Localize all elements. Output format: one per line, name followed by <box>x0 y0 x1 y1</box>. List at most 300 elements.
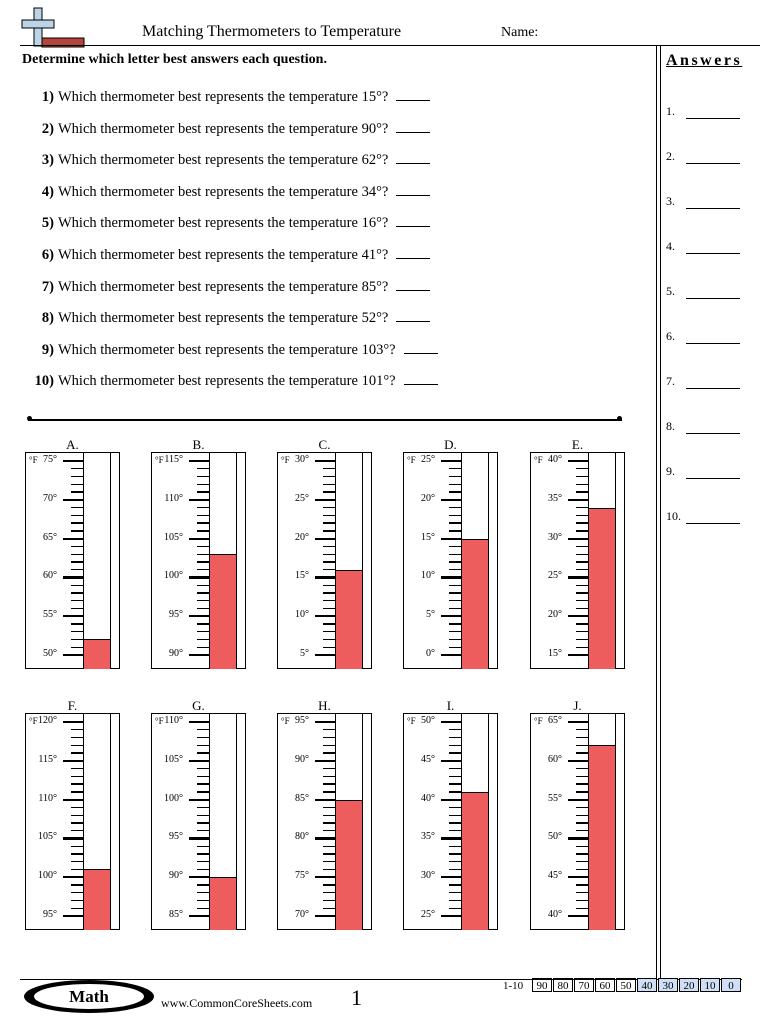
minor-tick <box>576 729 588 730</box>
minor-tick <box>197 884 209 885</box>
minor-tick <box>576 554 588 555</box>
major-tick <box>568 837 588 839</box>
question-text: Which thermometer best represents the temperature 62°? <box>58 152 389 169</box>
tick-label: 90° <box>169 870 183 882</box>
minor-tick <box>71 791 83 792</box>
minor-tick <box>576 783 588 784</box>
minor-tick <box>576 846 588 847</box>
minor-tick <box>71 776 83 777</box>
tick-label: 10° <box>295 609 309 621</box>
minor-tick <box>197 869 209 870</box>
thermometer-tube <box>588 452 616 669</box>
unit-label: °F <box>407 455 416 465</box>
tick-label: 110° <box>164 715 183 726</box>
thermometer-mercury <box>84 639 110 669</box>
major-tick <box>441 654 461 656</box>
minor-tick <box>576 491 588 492</box>
minor-tick <box>323 822 335 823</box>
minor-tick <box>449 585 461 586</box>
minor-tick <box>197 822 209 823</box>
tick-label: 15° <box>548 648 562 659</box>
major-tick <box>568 876 588 878</box>
major-tick <box>441 799 461 801</box>
tick-label: 65° <box>548 715 562 726</box>
minor-tick <box>449 522 461 523</box>
tick-label: 105° <box>164 531 183 543</box>
minor-tick <box>323 600 335 601</box>
thermometer <box>277 437 372 669</box>
answer-line[interactable] <box>686 253 740 254</box>
tick-label: 90° <box>295 753 309 765</box>
minor-tick <box>449 776 461 777</box>
minor-tick <box>197 530 209 531</box>
question-item <box>30 341 438 359</box>
minor-tick <box>576 861 588 862</box>
thermometer-tube <box>209 713 237 930</box>
thermometer-mercury <box>462 792 488 930</box>
major-tick <box>189 615 209 617</box>
question-text: Which thermometer best represents the temperature 90°? <box>58 120 389 137</box>
unit-label: °F <box>534 455 543 465</box>
minor-tick <box>576 484 588 485</box>
tick-label: 100° <box>38 870 57 882</box>
tick-label: 95° <box>43 909 57 920</box>
tick-label: 100° <box>164 792 183 804</box>
question-answer-blank[interactable] <box>396 214 430 227</box>
minor-tick <box>71 783 83 784</box>
major-tick <box>441 721 461 723</box>
major-tick <box>189 721 209 723</box>
minor-tick <box>71 752 83 753</box>
answer-item <box>666 329 746 344</box>
minor-tick <box>449 853 461 854</box>
divider-endpoint <box>617 416 622 421</box>
minor-tick <box>323 908 335 909</box>
unit-label: °F <box>534 716 543 726</box>
thermometer-mercury <box>462 539 488 669</box>
minor-tick <box>449 768 461 769</box>
minor-tick <box>449 468 461 469</box>
minor-tick <box>197 522 209 523</box>
tick-label: 25° <box>421 909 435 920</box>
tick-label: 25° <box>421 454 435 465</box>
page-title: Matching Thermometers to Temperature <box>142 23 402 40</box>
major-tick <box>189 799 209 801</box>
minor-tick <box>576 822 588 823</box>
major-tick <box>315 837 335 839</box>
tick-label: 105° <box>164 753 183 765</box>
minor-tick <box>576 569 588 570</box>
question-text: Which thermometer best represents the temperature 34°? <box>58 183 389 200</box>
minor-tick <box>449 900 461 901</box>
thermometer <box>151 437 246 669</box>
divider-endpoint <box>27 416 32 421</box>
major-tick <box>315 721 335 723</box>
question-item <box>30 120 430 138</box>
minor-tick <box>576 592 588 593</box>
thermometer <box>25 437 120 669</box>
answer-number: 5. <box>666 284 675 298</box>
minor-tick <box>197 830 209 831</box>
question-text: Which thermometer best represents the temperature 85°? <box>58 278 389 295</box>
minor-tick <box>71 554 83 555</box>
answers-title: Answers <box>666 52 743 69</box>
major-tick <box>189 654 209 656</box>
minor-tick <box>576 853 588 854</box>
minor-tick <box>449 546 461 547</box>
minor-tick <box>323 752 335 753</box>
major-tick <box>63 915 83 917</box>
question-answer-blank[interactable] <box>404 341 438 354</box>
minor-tick <box>323 861 335 862</box>
minor-tick <box>576 752 588 753</box>
minor-tick <box>449 869 461 870</box>
unit-label: °F <box>407 716 416 726</box>
answer-number: 9. <box>666 464 675 478</box>
unit-label: °F <box>29 455 38 465</box>
minor-tick <box>323 491 335 492</box>
major-tick <box>568 538 588 540</box>
major-tick <box>441 615 461 617</box>
minor-tick <box>323 768 335 769</box>
major-tick <box>63 721 83 723</box>
minor-tick <box>71 507 83 508</box>
minor-tick <box>449 729 461 730</box>
thermometer-label: E. <box>571 437 584 452</box>
minor-tick <box>197 853 209 854</box>
tick-label: 75° <box>43 454 57 465</box>
question-number: 5) <box>41 215 54 232</box>
minor-tick <box>197 608 209 609</box>
minor-tick <box>449 515 461 516</box>
tick-label: 65° <box>43 531 57 543</box>
thermometer-label: G. <box>192 698 205 713</box>
minor-tick <box>197 783 209 784</box>
major-tick <box>189 460 209 462</box>
thermometer-mercury <box>336 800 362 930</box>
answer-item <box>666 239 746 254</box>
minor-tick <box>323 569 335 570</box>
question-answer-blank[interactable] <box>396 278 430 291</box>
minor-tick <box>197 515 209 516</box>
minor-tick <box>197 791 209 792</box>
tick-label: 50° <box>43 648 57 659</box>
minor-tick <box>449 884 461 885</box>
minor-tick <box>449 647 461 648</box>
minor-tick <box>197 647 209 648</box>
answer-line[interactable] <box>686 163 740 164</box>
answer-number: 3. <box>666 194 675 208</box>
answer-number: 8. <box>666 419 675 433</box>
minor-tick <box>197 737 209 738</box>
unit-label: °F <box>29 716 38 726</box>
answer-number: 6. <box>666 329 675 343</box>
score-cell: 80 <box>553 978 573 992</box>
minor-tick <box>71 900 83 901</box>
minor-tick <box>197 561 209 562</box>
minor-tick <box>323 647 335 648</box>
answer-item <box>666 149 746 164</box>
major-tick <box>63 460 83 462</box>
question-number: 8) <box>41 310 54 327</box>
minor-tick <box>323 830 335 831</box>
minor-tick <box>197 585 209 586</box>
tick-label: 0° <box>426 648 435 659</box>
tick-label: 70° <box>43 492 57 504</box>
minor-tick <box>71 546 83 547</box>
footer-url[interactable]: www.CommonCoreSheets.com <box>161 996 313 1010</box>
minor-tick <box>197 569 209 570</box>
minor-tick <box>71 745 83 746</box>
question-number: 7) <box>41 278 54 295</box>
minor-tick <box>323 745 335 746</box>
minor-tick <box>197 639 209 640</box>
minor-tick <box>197 546 209 547</box>
minor-tick <box>197 768 209 769</box>
score-cell: 40 <box>637 978 657 992</box>
minor-tick <box>576 585 588 586</box>
answer-number: 4. <box>666 239 675 253</box>
minor-tick <box>323 807 335 808</box>
thermometer-label: J. <box>573 698 582 713</box>
minor-tick <box>576 869 588 870</box>
minor-tick <box>71 639 83 640</box>
major-tick <box>568 654 588 656</box>
minor-tick <box>71 815 83 816</box>
minor-tick <box>323 522 335 523</box>
minor-tick <box>197 468 209 469</box>
minor-tick <box>576 561 588 562</box>
minor-tick <box>576 737 588 738</box>
thermometer-label: H. <box>318 698 331 713</box>
major-tick <box>568 460 588 462</box>
minor-tick <box>71 623 83 624</box>
answer-line[interactable] <box>686 523 740 524</box>
minor-tick <box>71 631 83 632</box>
thermometer-tube <box>83 452 111 669</box>
minor-tick <box>576 600 588 601</box>
minor-tick <box>197 623 209 624</box>
thermometer-tube <box>461 713 489 930</box>
unit-label: °F <box>281 716 290 726</box>
minor-tick <box>71 600 83 601</box>
thermometer-tube <box>588 713 616 930</box>
minor-tick <box>71 768 83 769</box>
minor-tick <box>323 554 335 555</box>
minor-tick <box>449 861 461 862</box>
tick-label: 30° <box>295 454 309 465</box>
question-number: 1) <box>41 89 54 105</box>
answer-line[interactable] <box>686 298 740 299</box>
minor-tick <box>71 861 83 862</box>
minor-tick <box>576 647 588 648</box>
tick-label: 20° <box>548 609 562 621</box>
tick-label: 25° <box>548 570 562 582</box>
major-tick <box>189 760 209 762</box>
minor-tick <box>71 522 83 523</box>
minor-tick <box>197 892 209 893</box>
major-tick <box>568 576 588 578</box>
major-tick <box>63 576 83 578</box>
minor-tick <box>323 515 335 516</box>
answer-line[interactable] <box>686 208 740 209</box>
question-answer-blank[interactable] <box>396 183 430 196</box>
minor-tick <box>71 869 83 870</box>
tick-label: 5° <box>300 648 309 659</box>
minor-tick <box>449 830 461 831</box>
tick-label: 75° <box>295 870 309 882</box>
minor-tick <box>323 776 335 777</box>
minor-tick <box>197 908 209 909</box>
minor-tick <box>449 530 461 531</box>
answer-number: 2. <box>666 149 675 163</box>
tick-label: 105° <box>38 831 57 843</box>
minor-tick <box>449 892 461 893</box>
answer-number: 7. <box>666 374 675 388</box>
major-tick <box>568 915 588 917</box>
question-text: Which thermometer best represents the temperature 16°? <box>58 215 389 232</box>
minor-tick <box>197 846 209 847</box>
minor-tick <box>449 476 461 477</box>
score-cell: 0 <box>721 978 741 992</box>
question-text: Which thermometer best represents the temperature 101°? <box>58 373 396 390</box>
minor-tick <box>71 530 83 531</box>
tick-label: 95° <box>169 609 183 621</box>
answer-column-rule <box>656 45 657 980</box>
tick-label: 35° <box>421 831 435 843</box>
answer-item <box>666 194 746 209</box>
major-tick <box>189 538 209 540</box>
minor-tick <box>323 884 335 885</box>
minor-tick <box>197 776 209 777</box>
thermometer-tube <box>335 713 363 930</box>
thermometer-label: C. <box>318 437 331 452</box>
thermometer-mercury <box>336 570 362 669</box>
name-label: Name: <box>501 25 539 40</box>
minor-tick <box>323 783 335 784</box>
thermometer-label: B. <box>192 437 205 452</box>
header-rule <box>20 45 760 46</box>
tick-label: 30° <box>421 870 435 882</box>
tick-label: 45° <box>548 870 562 882</box>
minor-tick <box>449 791 461 792</box>
minor-tick <box>71 476 83 477</box>
question-answer-blank[interactable] <box>396 120 430 133</box>
minor-tick <box>323 468 335 469</box>
answer-line[interactable] <box>686 478 740 479</box>
question-item <box>30 151 430 169</box>
question-answer-blank[interactable] <box>396 88 430 101</box>
minor-tick <box>197 592 209 593</box>
minor-tick <box>323 892 335 893</box>
thermometer-label: D. <box>444 437 457 452</box>
thermometer <box>403 437 498 669</box>
major-tick <box>63 876 83 878</box>
minor-tick <box>71 884 83 885</box>
major-tick <box>568 799 588 801</box>
question-text: Which thermometer best represents the temperature 103°? <box>58 341 396 358</box>
minor-tick <box>197 631 209 632</box>
major-tick <box>441 576 461 578</box>
major-tick <box>189 837 209 839</box>
thermometer-mercury <box>589 745 615 930</box>
major-tick <box>315 799 335 801</box>
tick-label: 85° <box>295 792 309 804</box>
minor-tick <box>71 515 83 516</box>
minor-tick <box>71 468 83 469</box>
minor-tick <box>197 484 209 485</box>
major-tick <box>315 538 335 540</box>
tick-label: 10° <box>421 570 435 582</box>
major-tick <box>441 499 461 501</box>
minor-tick <box>449 639 461 640</box>
minor-tick <box>576 507 588 508</box>
thermometer-tube <box>83 713 111 930</box>
minor-tick <box>197 900 209 901</box>
tick-label: 80° <box>295 831 309 843</box>
thermometer-mercury <box>84 869 110 930</box>
thermometer <box>403 698 498 930</box>
minor-tick <box>323 623 335 624</box>
tick-label: 15° <box>421 531 435 543</box>
major-tick <box>441 760 461 762</box>
minor-tick <box>576 468 588 469</box>
major-tick <box>63 837 83 839</box>
minor-tick <box>197 476 209 477</box>
minor-tick <box>449 752 461 753</box>
question-answer-blank[interactable] <box>396 309 430 322</box>
commoncoresheets-logo-icon <box>20 6 88 48</box>
math-badge-label: Math <box>69 987 109 1006</box>
answer-line[interactable] <box>686 433 740 434</box>
answer-line[interactable] <box>686 343 740 344</box>
question-answer-blank[interactable] <box>396 151 430 164</box>
minor-tick <box>71 585 83 586</box>
minor-tick <box>323 869 335 870</box>
minor-tick <box>71 830 83 831</box>
tick-label: 40° <box>548 909 562 920</box>
tick-label: 85° <box>169 909 183 920</box>
answer-line[interactable] <box>686 118 740 119</box>
minor-tick <box>71 647 83 648</box>
score-cell: 50 <box>616 978 636 992</box>
thermometer <box>530 437 625 669</box>
question-answer-blank[interactable] <box>396 246 430 259</box>
thermometer <box>151 698 246 930</box>
major-tick <box>441 915 461 917</box>
minor-tick <box>197 491 209 492</box>
major-tick <box>441 460 461 462</box>
question-answer-blank[interactable] <box>404 372 438 385</box>
question-text: Which thermometer best represents the temperature 15°? <box>58 89 389 105</box>
tick-label: 95° <box>295 715 309 726</box>
question-item <box>30 372 438 390</box>
major-tick <box>315 460 335 462</box>
minor-tick <box>197 861 209 862</box>
answer-line[interactable] <box>686 388 740 389</box>
tick-label: 50° <box>548 831 562 843</box>
minor-tick <box>323 631 335 632</box>
minor-tick <box>576 776 588 777</box>
minor-tick <box>71 561 83 562</box>
major-tick <box>189 576 209 578</box>
major-tick <box>63 799 83 801</box>
thermometer-label: I. <box>446 698 455 713</box>
major-tick <box>441 837 461 839</box>
minor-tick <box>323 484 335 485</box>
score-range-label: 1-10 <box>503 980 524 992</box>
minor-tick <box>449 822 461 823</box>
